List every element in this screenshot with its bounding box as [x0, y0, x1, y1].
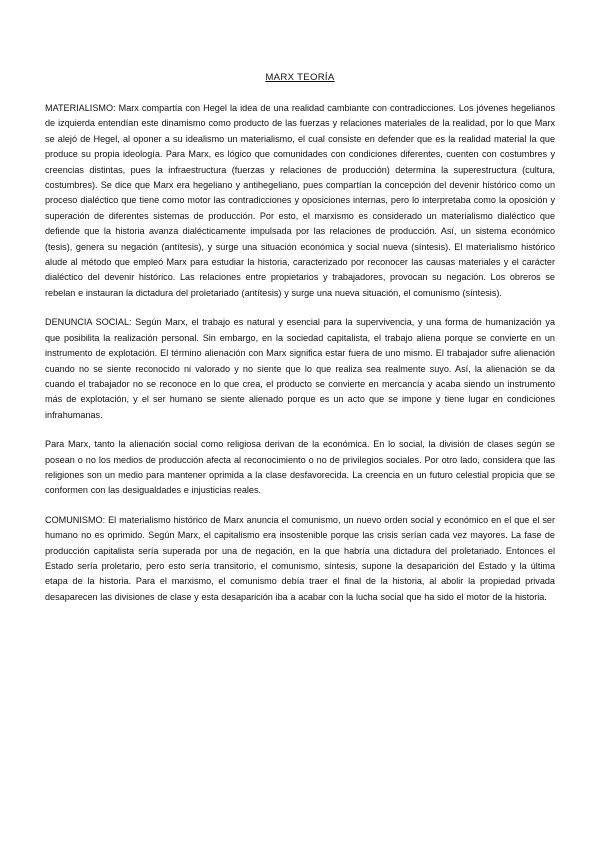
document-title: MARX TEORÍA: [265, 72, 335, 83]
paragraph-materialismo: MATERIALISMO: Marx compartía con Hegel la idea de una realidad cambiante con contradicciones. Los jóvenes hegelianos de izquierda entendían este dinamismo como producto de las fuerzas y relaciones materiales de la realidad, por lo que Marx se alejó de Hegel, al oponer a su idealismo un materialismo, el cual consiste en defender que es la realidad material la que produce su propia ideología. Para Marx, es lógico que comunidades con condiciones diferentes, cuenten con costumbres y creencias distintas, pues la infraestructura (fuerzas y relaciones de producción) determina la superestructura (cultura, costumbres). Se dice que Marx era hegeliano y antihegeliano, pues compartían la concepción del devenir histórico como un proceso dialéctico que tiene como motor las contradicciones y oposiciones internas, pero lo interpretaba como la oposición y superación de diferentes sistemas de producción. Por esto, el marxismo es considerado un materialismo dialéctico que defiende que la historia avanza dialécticamente impulsada por las relaciones de producción. Así, un sistema económico (tesis), genera su negación (antítesis), y surge una situación económica y social nueva (síntesis). El materialismo histórico alude al método que empleó Marx para estudiar la historia, caracterizado por reconocer las causas materiales y el carácter dialéctico del devenir histórico. Las relaciones entre propietarios y trabajadores, provocan su negación. Los obreros se rebelan e instauran la dictadura del proletariado (antítesis) y surge una nueva situación, el comunismo (síntesis).: [45, 103, 555, 298]
paragraph-denuncia-social: DENUNCIA SOCIAL: Según Marx, el trabajo es natural y esencial para la supervivencia, y una forma de humanización ya que posibilita la realización personal. Sin embargo, en la sociedad capitalista, el trabajo aliena porque se convierte en un instrumento de explotación. El término alienación con Marx significa estar fuera de uno mismo. El trabajador sufre alienación cuando no se siente reconocido ni valorado y no siente que lo que realiza sea realmente suyo. Así, la alienación se da cuando el trabajador no se reconoce en lo que crea, el producto se convierte en mercancía y acaba siendo un instrumento más de explotación, y el ser humano se siente alienado porque es un acto que se impone y tiene lugar en condiciones infrahumanas.: [45, 317, 555, 420]
document-page: [45, 72, 555, 619]
paragraph-comunismo: COMUNISMO: El materialismo histórico de Marx anuncia el comunismo, un nuevo orden social y económico en el que el ser humano no es oprimido. Según Marx, el capitalismo era insostenible porque las crisis serían cada vez mayores. La fase de producción capitalista sería superada por una de negación, en la que habría una dictadura del proletariado. Entonces el Estado sería proletario, pero esto sería transitorio, el comunismo, síntesis, supone la desaparición del Estado y la última etapa de la historia. Para el marxismo, el comunismo debía traer el final de la historia, al abolir la propiedad privada desaparecen las divisiones de clase y esta desaparición iba a acabar con la lucha social que ha sido el motor de la historia.: [45, 514, 555, 602]
paragraph-alienacion: Para Marx, tanto la alienación social como religiosa derivan de la económica. En lo social, la división de clases según se posean o no los medios de producción afecta al reconocimiento o no de privilegios sociales. Por otro lado, considera que las religiones son un medio para mantener oprimida a la clase desfavorecida. La creencia en un futuro celestial propicia que se conformen con las desigualdades e injusticias reales.: [45, 439, 555, 496]
